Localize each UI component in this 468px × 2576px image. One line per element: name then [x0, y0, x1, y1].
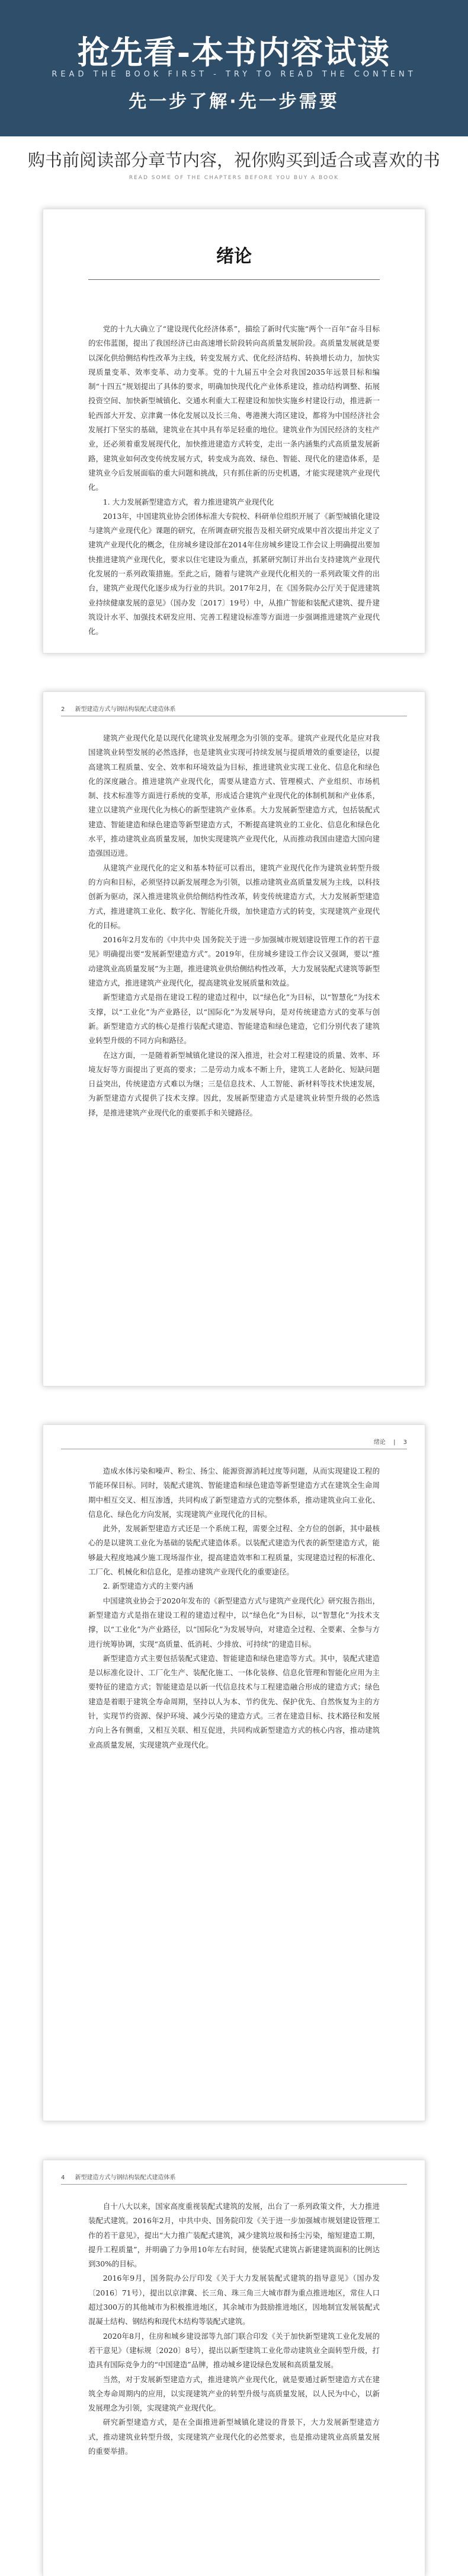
paragraph: 自十八大以来，国家高度重视装配式建筑的发展，出台了一系列政策文件，大力推进装配式建筑。2016年2月，中共中央、国务院印发《关于进一步加强城市规划建设管理工作的若干意见》，提出“大力推广装配式建筑，减少建筑垃圾和扬尘污染，缩短建造工期，提升工程质量”，并明确了力争用10年左右时间，使装配式建筑占新建建筑面积的比例达到30%的目标。	[88, 2202, 380, 2269]
notice-text-en: READ SOME OF THE CHAPTERS BEFORE YOU BUY A BOOK	[129, 175, 339, 181]
promo-banner	[0, 0, 468, 136]
notice-text: 购书前阅读部分章节内容，祝你购买到适合或喜欢的书	[27, 150, 440, 170]
paragraph: 中国建筑业协会于2020年发布的《新型建造方式与建筑产业现代化》研究报告指出，新型建造方式是指在建设工程的建造过程中，以“绿色化”为目标，以“智慧化”为技术支撑，以“工业化”为产业路径，以“国际化”为发展导向，对建造全过程、全要素、全参与方进行统筹协调，实现“高质量、低消耗、少排放、可持续”的建造目标。	[88, 1596, 380, 1649]
chapter-divider	[88, 279, 380, 280]
running-head-title: 绪论	[373, 1439, 386, 1446]
paragraph: 2020年8月，住房和城乡建设部等九部门联合印发《关于加快新型建筑工业化发展的若干意见》（建标规〔2020〕8号），提出以新型建筑工业化带动建筑业全面转型升级，打造具有国际竞争力的“中国建造”品牌，推动城乡建设绿色发展和高质量发展。	[88, 2331, 380, 2370]
page-body	[88, 1464, 380, 1752]
paragraph: 2016年2月发布的《中共中央 国务院关于进一步加强城市规划建设管理工作的若干意见》明确提出要“发展新型建造方式”。2019年，住房城乡建设工作会议又强调，要以“推动建筑业高质量发展”为主题，推进建筑业供给侧结构性改革，大力发展装配式建筑等新型建造方式，推进建筑产业现代化，提高建筑业发展质量和效益。	[88, 935, 380, 988]
paragraph: 新型建造方式主要包括装配式建造、智能建造和绿色建造等方式。其中，装配式建造是以标准化设计、工厂化生产、装配化施工、一体化装修、信息化管理和智能化应用为主要特征的建造方式；智能建造是以新一代信息技术与工程建造融合形成的建造方式；绿色建造是着眼于建筑全寿命周期，坚持以人为本、节约优先、保护优先、自然恢复为主的方针，实现节约资源、保护环境、减少污染的建造方式。三者在建造目标、技术路径和发展方向上各有侧重，又相互关联、相互促进，共同构成新型建造方式的核心内容，推动建筑业高质量发展，实现建筑产业现代化。	[88, 1653, 380, 1749]
book-page-2	[43, 691, 425, 1386]
book-page-1	[43, 209, 425, 653]
chapter-title: 绪论	[216, 246, 252, 267]
book-page-3	[43, 1424, 425, 2121]
section-heading: 2. 新型建造方式的主要内涵	[102, 1582, 193, 1591]
section-heading: 1. 大力发展新型建造方式，着力推进建筑产业现代化	[102, 497, 274, 506]
running-head: 绪论 | 3	[373, 1439, 407, 1446]
paragraph: 当然，对于发展新型建造方式，推进建筑产业现代化，就是要通过新型建造方式在建筑全寿命周期内的应用，以实现建筑产业的转型升级与高质量发展，以人民为中心，以新发展理念为引领，实现建筑产业现代化。	[88, 2374, 380, 2413]
paragraph: 造成水体污染和噪声、粉尘、扬尘、能源资源消耗过度等问题，从而实现建设工程的节能环保目标。同时，装配式建筑、智能建造和绿色建造等新型建造方式在建筑全生命周期中相互交叉、相互渗透，共同构成了新型建造方式的完整体系，推动建筑业向工业化、信息化、绿色化方向发展，实现建筑产业现代化的目标。	[88, 1466, 380, 1519]
page-number: 4	[61, 2175, 65, 2181]
page-body	[88, 731, 380, 1120]
page-number: 3	[403, 1439, 407, 1446]
running-head-title: 新型建造方式与钢结构装配式建造体系	[75, 706, 176, 713]
banner-subtitle-cn: 先一步了解·先一步需要	[129, 91, 339, 112]
paragraph: 此外，发展新型建造方式还是一个系统工程，需要全过程、全方位的创新，其中最核心的是以建筑工业化为基础的装配式建造体系。以装配式建造为代表的新型建造方式，能够最大程度地减少施工现场湿作业，提高建造效率和工程质量，实现建造过程的标准化、工厂化、机械化和信息化，是推动建筑产业现代化的重要途径。	[88, 1524, 380, 1577]
running-head-title: 新型建造方式与钢结构装配式建造体系	[75, 2175, 176, 2181]
running-head	[61, 704, 176, 713]
paragraph: 建筑产业现代化是以现代化建筑业发展理念为引领的变革。建筑产业现代化是应对我国建筑业转型发展的必然选择，也是建筑业实现可持续发展与提质增效的重要途径，以提高建筑工程质量、安全、效率和环境效益为目标，推进建筑业实现工业化、信息化和绿色化的深度融合。推进建筑产业现代化，需要从建造方式、管理模式、产业组织、市场机制、技术标准等方面进行系统的变革，形成适合建筑产业现代化的体制机制和产业体系，建立以建筑产业现代化为核心的新型建筑产业体系。大力发展新型建造方式，包括装配式建造、智能建造和绿色建造等新型建造方式，不断提高建筑业的工业化、信息化和绿色化水平，推动建筑业高质量发展，加快实现建筑产业现代化，从而推动我国由建造大国向建造强国迈进。	[88, 734, 380, 858]
banner-title: 抢先看-本书内容试读	[77, 33, 391, 71]
header-rule	[61, 2184, 407, 2185]
page-body	[88, 2199, 380, 2459]
banner-subtitle-en: READ THE BOOK FIRST - TRY TO READ THE CONTENT	[52, 70, 416, 79]
paragraph: 在这方面，一是随着新型城镇化建设的深入推进，社会对工程建设的质量、效率、环境友好等方面提出了更高的要求；二是劳动力成本不断上升，建筑工人老龄化、短缺问题日益突出，传统建造方式难以为继；三是信息技术、人工智能、新材料等技术快速发展，为新型建造方式提供了技术支撑。因此，发展新型建造方式是建筑业转型升级的必然选择，是推进建筑产业现代化的重要抓手和关键路径。	[88, 1050, 380, 1117]
paragraph: 2016年9月，国务院办公厅印发《关于大力发展装配式建筑的指导意见》（国办发〔2016〕71号），提出以京津冀、长三角、珠三角三大城市群为重点推进地区，常住人口超过300万的其他城市为积极推进地区，其余城市为鼓励推进地区，因地制宜发展装配式混凝土结构、钢结构和现代木结构等装配式建筑。	[88, 2274, 380, 2326]
paragraph: 2013年，中国建筑业协会团体标准大专院校、科研单位组织开展了《新型城镇化建设与建筑产业现代化》课题的研究，在所调查研究报告及相关研究成果中首次提出并定义了建筑产业现代化的概念，住房城乡建设部在2014年住房城乡建设工作会议上明确提出要加快推进建筑产业现代化，要求以住宅建设为重点，抓紧研究制订并出台支持建筑产业现代化发展的一系列政策措施。至此之后，随着与建筑产业现代化相关的一系列政策文件的出台，建筑产业现代化逐步成为行业的共识。2017年2月，在《国务院办公厅关于促进建筑业持续健康发展的意见》（国办发〔2017〕19号）中，从推广智能和装配式建筑、提升建筑设计水平、加强技术研发应用、完善工程建设标准等方面进一步强调推进建筑产业现代化。	[88, 511, 380, 636]
paragraph: 研究新型建造方式，是在全面推进新型城镇化建设的背景下，大力发展新型建造方式，推动建筑业转型升级，实现建筑产业现代化的必然要求，也是推动建筑业高质量发展的重要举措。	[88, 2418, 380, 2456]
book-page-4	[43, 2160, 425, 2576]
page-number: 2	[61, 706, 65, 713]
paragraph: 从建筑产业现代化的定义和基本特征可以看出，建筑产业现代化作为建筑业转型升级的方向和目标，必须坚持以新发展理念为引领，以推动建筑业高质量发展为主线，以科技创新为驱动，深入推进建筑业供给侧结构性改革，转变传统建造方式，大力发展新型建造方式，推进建筑工业化、数字化、智能化升级，加快建造方式的转变，实现建筑产业现代化的目标。	[88, 863, 380, 930]
running-head	[61, 2172, 176, 2181]
paragraph: 党的十九大确立了“建设现代化经济体系”，描绘了新时代实施“两个一百年”奋斗目标的宏伟蓝图，提出了我国经济已由高速增长阶段转向高质量发展阶段。高质量发展就是要以深化供给侧结构性改革为主线，转变发展方式、优化经济结构、转换增长动力，加快实现质量变革、效率变革、动力变革。党的十九届五中全会对我国2035年远景目标和编制“十四五”规划提出了具体的要求，明确加快现代化产业体系建设，推动结构调整、拓展投资空间、加快新型城镇化、交通水利重大工程建设和加快实施乡村建设行动，推进新一轮西部大开发、京津冀一体化发展以及长三角、粤港澳大湾区建设，都将为中国经济社会发展打下坚实的基础，建筑业在其中具有举足轻重的地位。建筑业作为国民经济的支柱产业，还必须着重发展现代化，加快推进建造方式转变，走出一条内涵集约式高质量发展新路，建筑业如何改变传统发展方式，转变成为高效、绿色、智能、现代化的建造体系，是建筑业今后发展面临的重大问题和挑战，只有抓住新的历史机遇，才能实现建筑产业现代化。	[88, 324, 380, 492]
page-body	[88, 322, 380, 639]
paragraph: 新型建造方式是指在建设工程的建造过程中，以“绿色化”为目标，以“智慧化”为技术支撑，以“工业化”为产业路径，以“国际化”为发展导向，是对传统建造方式的变革与创新。新型建造方式的核心是推行装配式建造、智能建造和绿色建造，它们分别代表了建筑业转型升级的不同方向和路径。	[88, 993, 380, 1045]
